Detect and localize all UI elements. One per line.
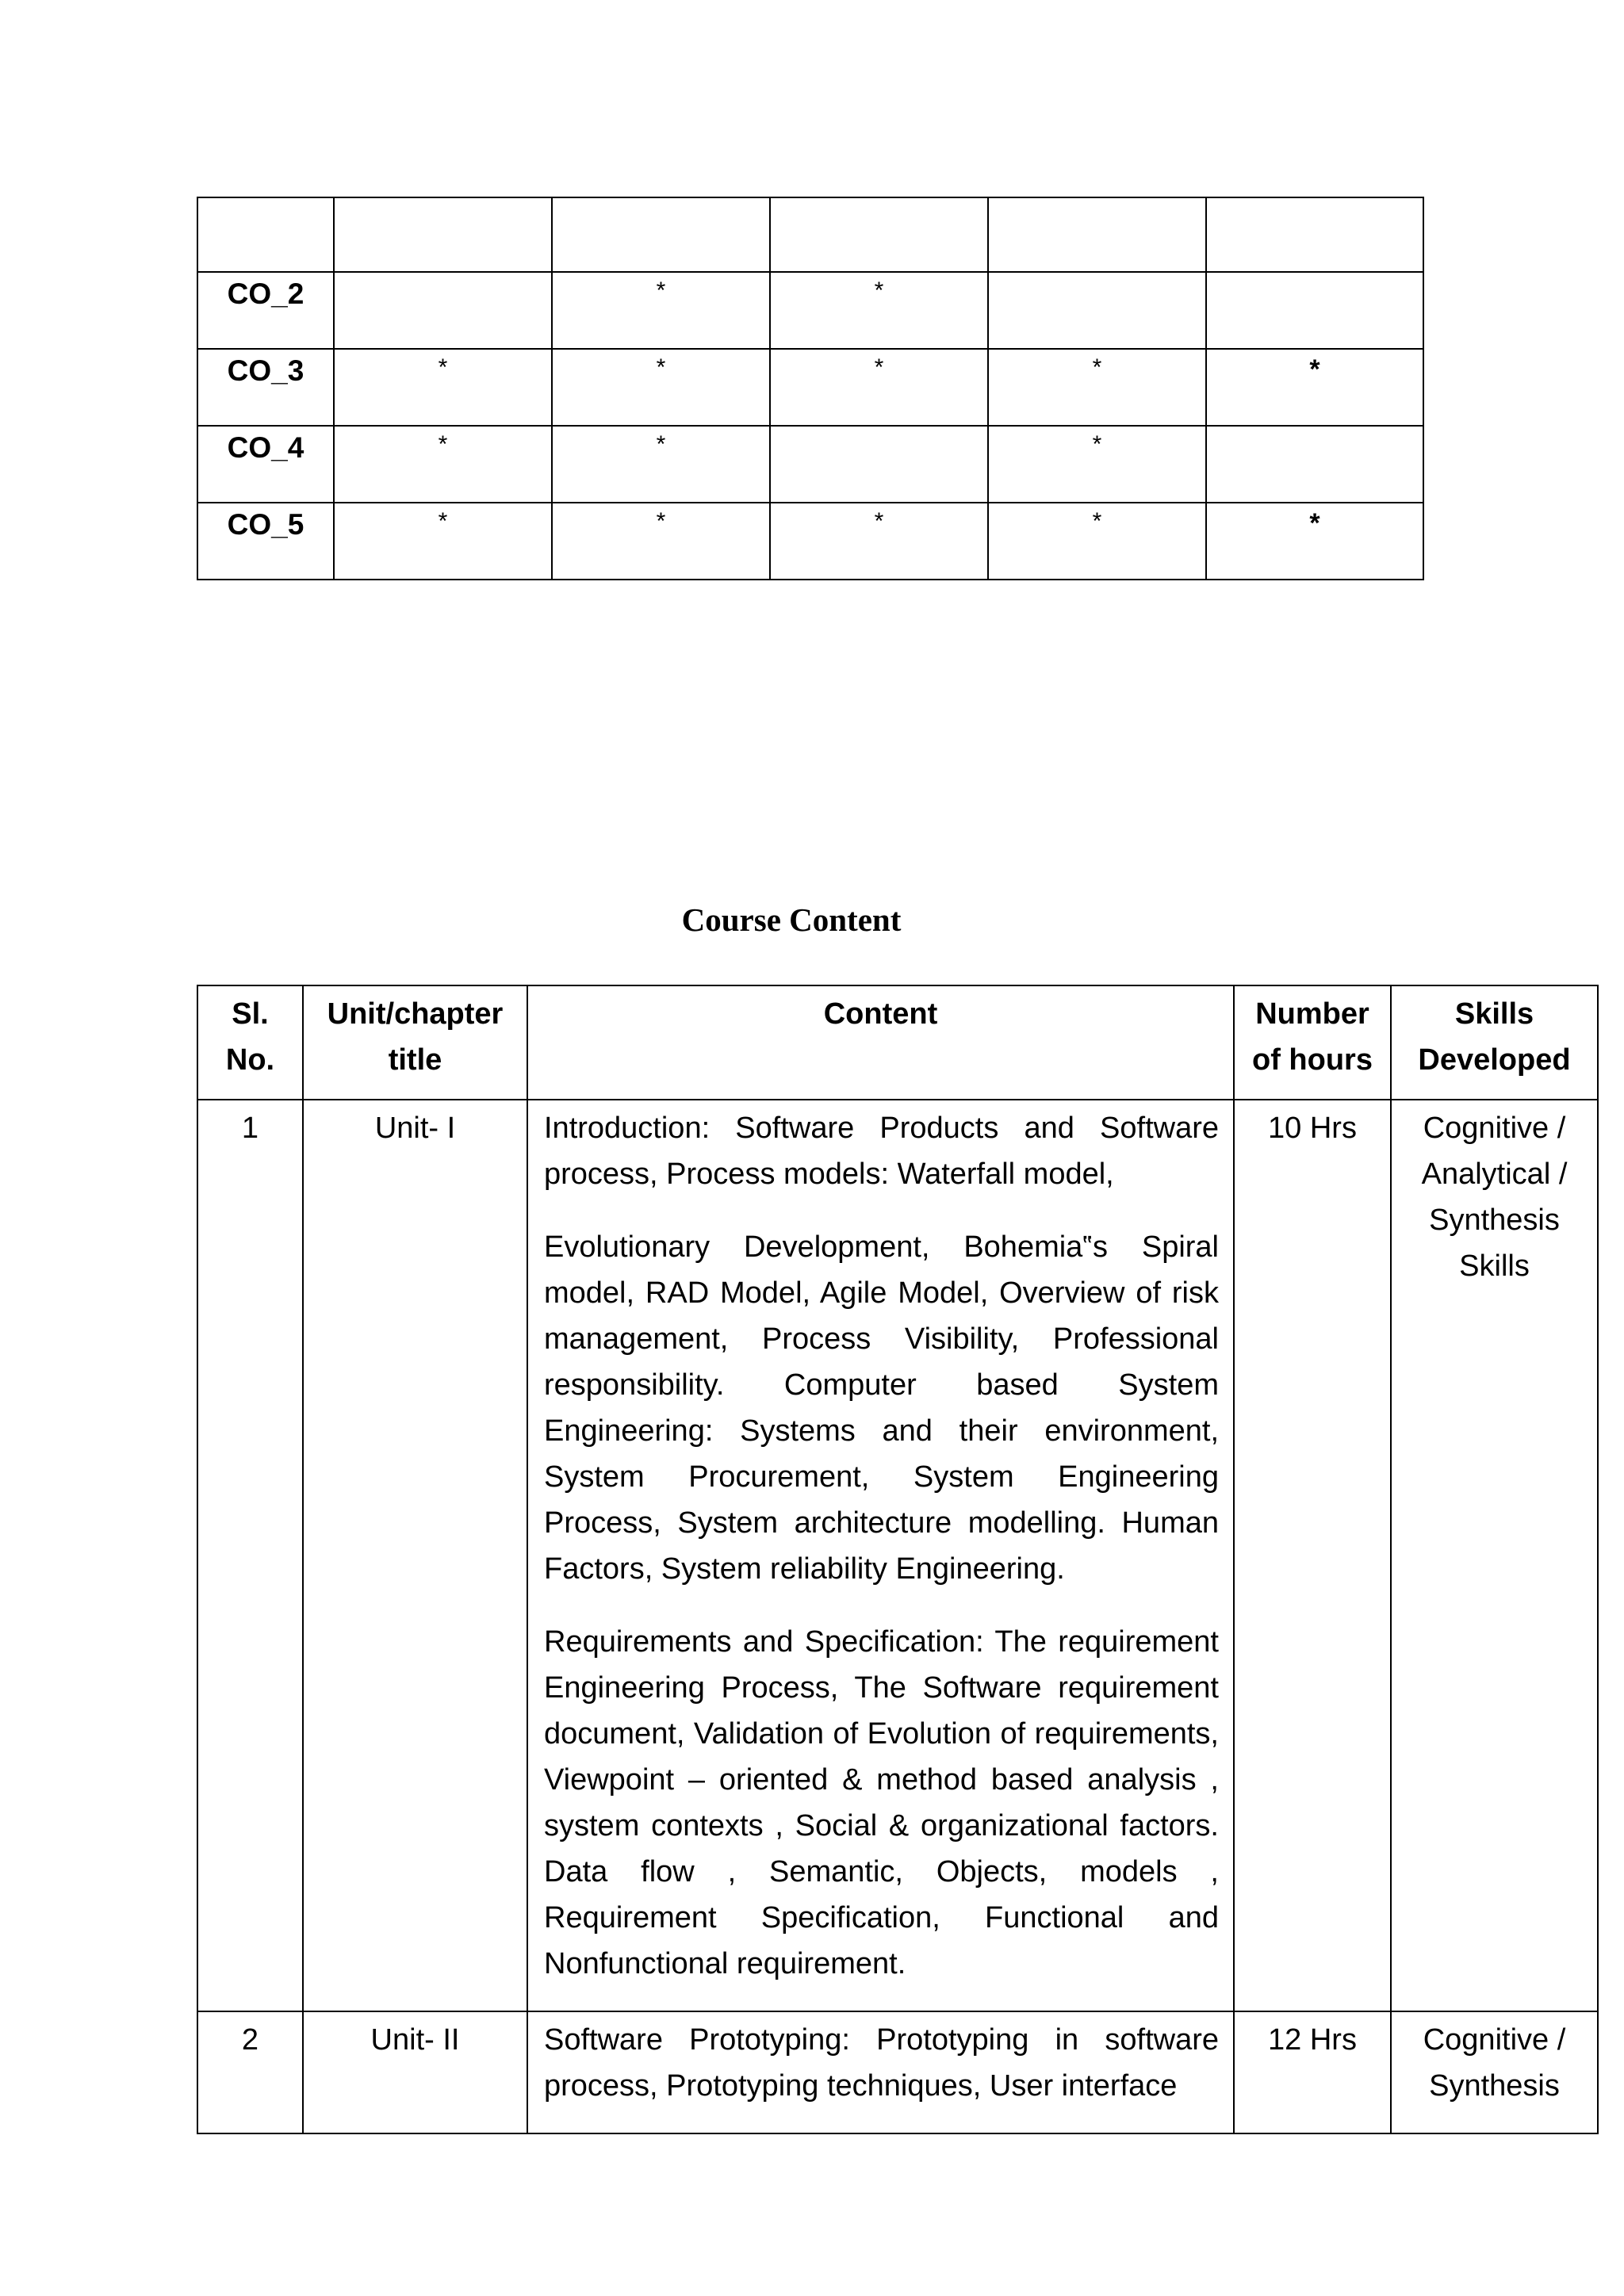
mapping-cell: *: [770, 272, 988, 349]
table-row: [197, 503, 1423, 580]
mapping-cell: *: [552, 426, 770, 503]
unit-title-cell: Unit- I: [303, 1100, 527, 2011]
mapping-cell: [334, 197, 552, 272]
mapping-cell: [1206, 272, 1423, 349]
mapping-cell: [770, 197, 988, 272]
table-row: [197, 426, 1423, 503]
content-paragraph: Software Prototyping: Prototyping in software process, Prototyping techniques, User interface: [544, 2023, 1219, 2103]
co-label: CO_4: [197, 426, 334, 503]
co-label: CO_5: [197, 503, 334, 580]
mapping-cell: [1206, 197, 1423, 272]
course-content-table: [197, 985, 1599, 2134]
hours-cell: 12 Hrs: [1234, 2011, 1391, 2133]
skills-text: Cognitive / Analytical / Synthesis Skills: [1421, 1112, 1568, 1283]
header-hours: Number of hours: [1234, 985, 1391, 1100]
mapping-cell: *: [334, 426, 552, 503]
skills-text: Cognitive / Synthesis: [1423, 2023, 1566, 2103]
co-label: [197, 197, 334, 272]
sl-no-cell: 2: [197, 2011, 303, 2133]
header-skills: Skills Developed: [1391, 985, 1598, 1100]
mapping-cell: *: [1206, 349, 1423, 426]
header-content: Content: [527, 985, 1234, 1100]
mapping-cell: [334, 272, 552, 349]
content-cell: [527, 1100, 1234, 2011]
mapping-cell: *: [770, 349, 988, 426]
skills-cell: [1391, 1100, 1598, 2011]
mapping-cell: [770, 426, 988, 503]
mapping-cell: [1206, 426, 1423, 503]
header-row: [197, 985, 1598, 1100]
co-label: CO_2: [197, 272, 334, 349]
mapping-cell: [988, 272, 1206, 349]
mapping-cell: *: [334, 503, 552, 580]
content-cell: [527, 2011, 1234, 2133]
content-paragraph: Evolutionary Development, Bohemia‟s Spiral model, RAD Model, Agile Model, Overview of risk management, Process Visibility, Professional responsibility. Computer based System Engineering: Systems and their environment, System Procurement, System Engineering Process, System architecture modelling. Human Factors, System reliability Engineering.: [544, 1230, 1219, 1586]
table-row: [197, 1100, 1598, 2011]
mapping-cell: *: [988, 426, 1206, 503]
unit-title-cell: Unit- II: [303, 2011, 527, 2133]
mapping-cell: [552, 197, 770, 272]
hours-cell: 10 Hrs: [1234, 1100, 1391, 2011]
mapping-cell: *: [552, 349, 770, 426]
co-mapping-table: [197, 197, 1424, 580]
header-unit-title: Unit/chapter title: [303, 985, 527, 1100]
mapping-cell: *: [552, 272, 770, 349]
sl-no-cell: 1: [197, 1100, 303, 2011]
table-row: [197, 2011, 1598, 2133]
co-label: CO_3: [197, 349, 334, 426]
mapping-cell: *: [988, 503, 1206, 580]
mapping-cell: *: [1206, 503, 1423, 580]
content-paragraph: Introduction: Software Products and Software process, Process models: Waterfall model,: [544, 1112, 1219, 1191]
mapping-cell: *: [770, 503, 988, 580]
mapping-cell: *: [552, 503, 770, 580]
table-row: [197, 197, 1423, 272]
table-row: [197, 272, 1423, 349]
mapping-cell: *: [988, 349, 1206, 426]
table-row: [197, 349, 1423, 426]
page-title: Course Content: [681, 901, 902, 938]
header-sl-no: Sl. No.: [197, 985, 303, 1100]
mapping-cell: [988, 197, 1206, 272]
content-paragraph: Requirements and Specification: The requirement Engineering Process, The Software requirement document, Validation of Evolution of requirements, Viewpoint – oriented & method based analysis , system contexts , Social & organizational factors. Data flow , Semantic, Objects, models , Requirement Specification, Functional and Nonfunctional requirement.: [544, 1625, 1219, 1980]
mapping-cell: *: [334, 349, 552, 426]
skills-cell: [1391, 2011, 1598, 2133]
